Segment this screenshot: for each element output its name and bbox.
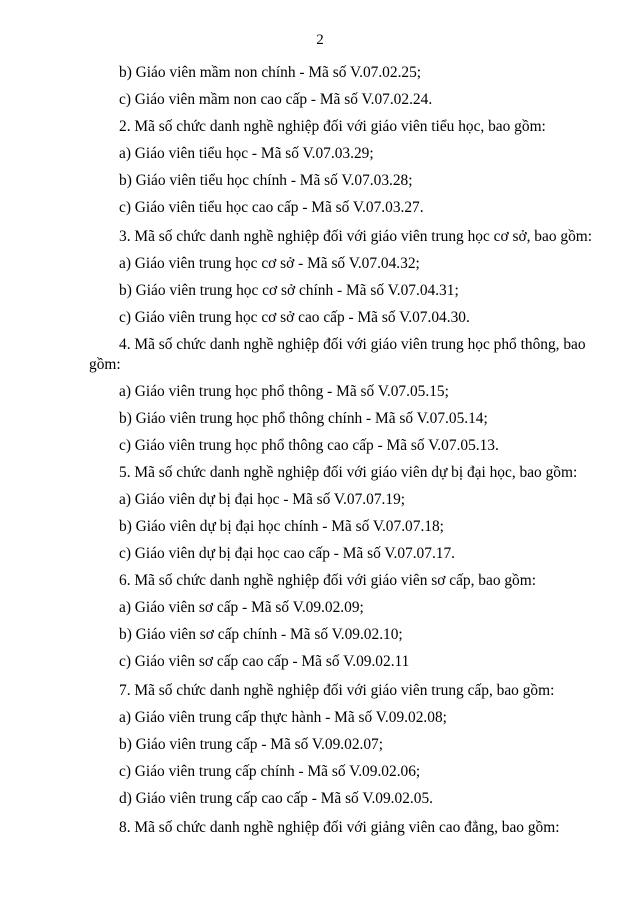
text-line: a) Giáo viên tiểu học - Mã số V.07.03.29;: [119, 145, 374, 162]
text-line: b) Giáo viên dự bị đại học chính - Mã số V.07.07.18;: [119, 518, 444, 535]
text-line: b) Giáo viên sơ cấp chính - Mã số V.09.02.10;: [119, 626, 403, 643]
text-line-continuation: gồm:: [89, 356, 121, 373]
text-line: b) Giáo viên mầm non chính - Mã số V.07.02.25;: [119, 64, 422, 81]
text-line: 7. Mã số chức danh nghề nghiệp đối với giáo viên trung cấp, bao gồm:: [119, 682, 555, 699]
text-line: b) Giáo viên trung cấp - Mã số V.09.02.07;: [119, 736, 384, 753]
text-line: c) Giáo viên tiểu học cao cấp - Mã số V.07.03.27.: [119, 199, 424, 216]
text-line: b) Giáo viên tiểu học chính - Mã số V.07.03.28;: [119, 172, 413, 189]
text-line: b) Giáo viên trung học cơ sở chính - Mã số V.07.04.31;: [119, 282, 459, 299]
text-line: a) Giáo viên trung học phổ thông - Mã số V.07.05.15;: [119, 383, 449, 400]
text-line: 2. Mã số chức danh nghề nghiệp đối với giáo viên tiểu học, bao gồm:: [119, 118, 546, 135]
text-line: c) Giáo viên trung học cơ sở cao cấp - Mã số V.07.04.30.: [119, 309, 470, 326]
text-line: a) Giáo viên sơ cấp - Mã số V.09.02.09;: [119, 599, 364, 616]
text-line: c) Giáo viên trung học phổ thông cao cấp - Mã số V.07.05.13.: [119, 437, 499, 454]
text-line: c) Giáo viên trung cấp chính - Mã số V.09.02.06;: [119, 763, 421, 780]
text-line: d) Giáo viên trung cấp cao cấp - Mã số V.09.02.05.: [119, 790, 434, 807]
text-line: 3. Mã số chức danh nghề nghiệp đối với giáo viên trung học cơ sở, bao gồm:: [119, 228, 593, 245]
text-line: a) Giáo viên dự bị đại học - Mã số V.07.07.19;: [119, 491, 406, 508]
text-line: a) Giáo viên trung cấp thực hành - Mã số V.09.02.08;: [119, 709, 447, 726]
text-line: c) Giáo viên dự bị đại học cao cấp - Mã số V.07.07.17.: [119, 545, 456, 562]
text-line: 4. Mã số chức danh nghề nghiệp đối với giáo viên trung học phổ thông, bao: [119, 336, 586, 353]
text-line: c) Giáo viên sơ cấp cao cấp - Mã số V.09.02.11: [119, 653, 410, 670]
page-number: 2: [316, 32, 324, 48]
text-line: a) Giáo viên trung học cơ sở - Mã số V.07.04.32;: [119, 255, 420, 272]
text-line: 8. Mã số chức danh nghề nghiệp đối với giảng viên cao đẳng, bao gồm:: [119, 819, 560, 836]
text-line: 5. Mã số chức danh nghề nghiệp đối với giáo viên dự bị đại học, bao gồm:: [119, 464, 578, 481]
text-line: 6. Mã số chức danh nghề nghiệp đối với giáo viên sơ cấp, bao gồm:: [119, 572, 536, 589]
text-line: b) Giáo viên trung học phổ thông chính - Mã số V.07.05.14;: [119, 410, 488, 427]
text-line: c) Giáo viên mầm non cao cấp - Mã số V.07.02.24.: [119, 91, 433, 108]
